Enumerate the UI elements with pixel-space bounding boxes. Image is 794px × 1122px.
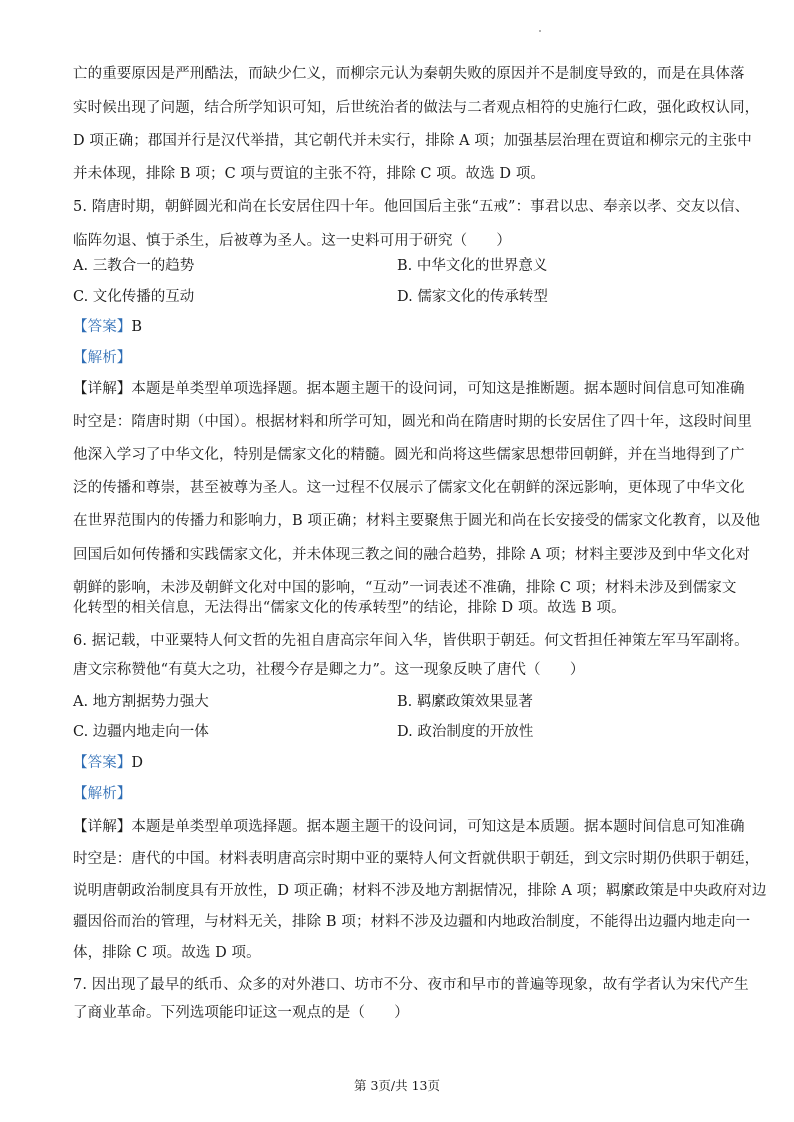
- q5-stem-line: 临阵勿退、慎于杀生，后被尊为圣人。这一史料可用于研究（ ）: [73, 233, 511, 249]
- q6-detail-line: 体，排除 C 项。故选 D 项。: [73, 945, 261, 961]
- scan-mark: [539, 30, 541, 32]
- q5-detail-line: 在世界范围内的传播力和影响力，B 项正确；材料主要聚焦于圆光和尚在长安接受的儒家文化教育，以及他: [73, 513, 761, 529]
- detail-tag: 【详解】: [73, 819, 132, 835]
- q5-answer: [73, 317, 142, 337]
- answer-tag: 【答案】: [73, 319, 132, 335]
- prev-analysis-line: 并未体现，排除 B 项；C 项与贾谊的主张不符，排除 C 项。故选 D 项。: [73, 166, 546, 182]
- q6-answer: [73, 753, 143, 773]
- prev-analysis-line: 实时候出现了问题，结合所学知识可知，后世统治者的做法与二者观点相符的史施行仁政，强化政权认同，: [73, 100, 760, 116]
- q6-option-c: C. 边疆内地走向一体: [73, 724, 209, 740]
- q6-option-a: A. 地方割据势力强大: [73, 694, 209, 710]
- q5-option-a: A. 三教合一的趋势: [73, 258, 195, 274]
- q5-detail-line: [73, 379, 745, 399]
- q5-option-c: C. 文化传播的互动: [73, 289, 195, 305]
- q6-detail-line: 时空是：唐代的中国。材料表明唐高宗时期中亚的粟特人何文哲就供职于朝廷，到文宗时期仍供职于朝廷，: [73, 851, 760, 867]
- q6-stem-line: 唐文宗称赞他“有莫大之功，社稷今存是卿之力”。这一现象反映了唐代（ ）: [73, 662, 585, 678]
- analysis-tag: 【解析】: [73, 350, 132, 366]
- answer-value: D: [131, 755, 144, 771]
- q6-stem-line: 6. 据记载，中亚粟特人何文哲的先祖自唐高宗年间入华，皆供职于朝廷。何文哲担任神策左军马军副将。: [73, 633, 749, 649]
- answer-value: B: [131, 319, 143, 335]
- q7-stem-line: 7. 因出现了最早的纸币、众多的对外港口、坊市不分、夜市和早市的普遍等现象，故有学者认为宋代产生: [73, 977, 749, 993]
- q6-detail-line: [73, 817, 745, 837]
- q6-analysis-heading: [73, 784, 131, 804]
- q5-option-d: D. 儒家文化的传承转型: [397, 289, 548, 305]
- q6-detail-line: 疆因俗而治的管理，与材料无关，排除 B 项；材料不涉及边疆和内地政治制度，不能得出边疆内地走向一: [73, 914, 751, 930]
- q6-option-d: D. 政治制度的开放性: [397, 724, 534, 740]
- q5-detail-line: 泛的传播和尊崇，甚至被尊为圣人。这一过程不仅展示了儒家文化在朝鲜的深远影响，更体现了中华文化: [73, 480, 745, 496]
- detail-tag: 【详解】: [73, 381, 132, 397]
- q5-detail-line: 朝鲜的影响，未涉及朝鲜文化对中国的影响，“互动”一词表述不准确，排除 C 项；材料未涉及到儒家文: [73, 580, 737, 596]
- detail-text: 本题是单类型单项选择题。据本题主题干的设问词，可知这是推断题。据本题时间信息可知准确: [131, 381, 745, 397]
- q5-option-b: B. 中华文化的世界意义: [397, 258, 548, 274]
- prev-analysis-line: D 项正确；郡国并行是汉代举措，其它朝代并未实行，排除 A 项；加强基层治理在贾谊和柳宗元的主张中: [73, 133, 752, 149]
- page-number-footer: 第 3页/共 13页: [353, 1078, 441, 1093]
- answer-tag: 【答案】: [73, 755, 132, 771]
- q6-option-b: B. 羁縻政策效果显著: [397, 694, 533, 710]
- q6-detail-line: 说明唐朝政治制度具有开放性，D 项正确；材料不涉及地方割据情况，排除 A 项；羁縻政策是中央政府对边: [73, 883, 767, 899]
- q5-analysis-heading: [73, 348, 131, 368]
- q5-detail-line: 时空是：隋唐时期（中国）。根据材料和所学可知，圆光和尚在隋唐时期的长安居住了四十年，这段时间里: [73, 414, 752, 430]
- analysis-tag: 【解析】: [73, 786, 132, 802]
- q5-detail-line: 回国后如何传播和实践儒家文化，并未体现三教之间的融合趋势，排除 A 项；材料主要涉及到中华文化对: [73, 547, 750, 563]
- detail-text: 本题是单类型单项选择题。据本题主题干的设问词，可知这是本质题。据本题时间信息可知准确: [131, 819, 745, 835]
- q5-stem-line: 5. 隋唐时期，朝鲜圆光和尚在长安居住四十年。他回国后主张“五戒”：事君以忠、奉亲以孝、交友以信、: [73, 199, 750, 215]
- q5-detail-line: 他深入学习了中华文化，特别是儒家文化的精髓。圆光和尚将这些儒家思想带回朝鲜，并在当地得到了广: [73, 447, 745, 463]
- q7-stem-line: 了商业革命。下列选项能印证这一观点的是（ ）: [73, 1005, 409, 1021]
- prev-analysis-line: 亡的重要原因是严刑酷法，而缺少仁义，而柳宗元认为秦朝失败的原因并不是制度导致的，而是在具体落: [73, 66, 745, 82]
- q5-detail-line: 化转型的相关信息，无法得出“儒家文化的传承转型”的结论，排除 D 项。故选 B 项。: [73, 600, 626, 616]
